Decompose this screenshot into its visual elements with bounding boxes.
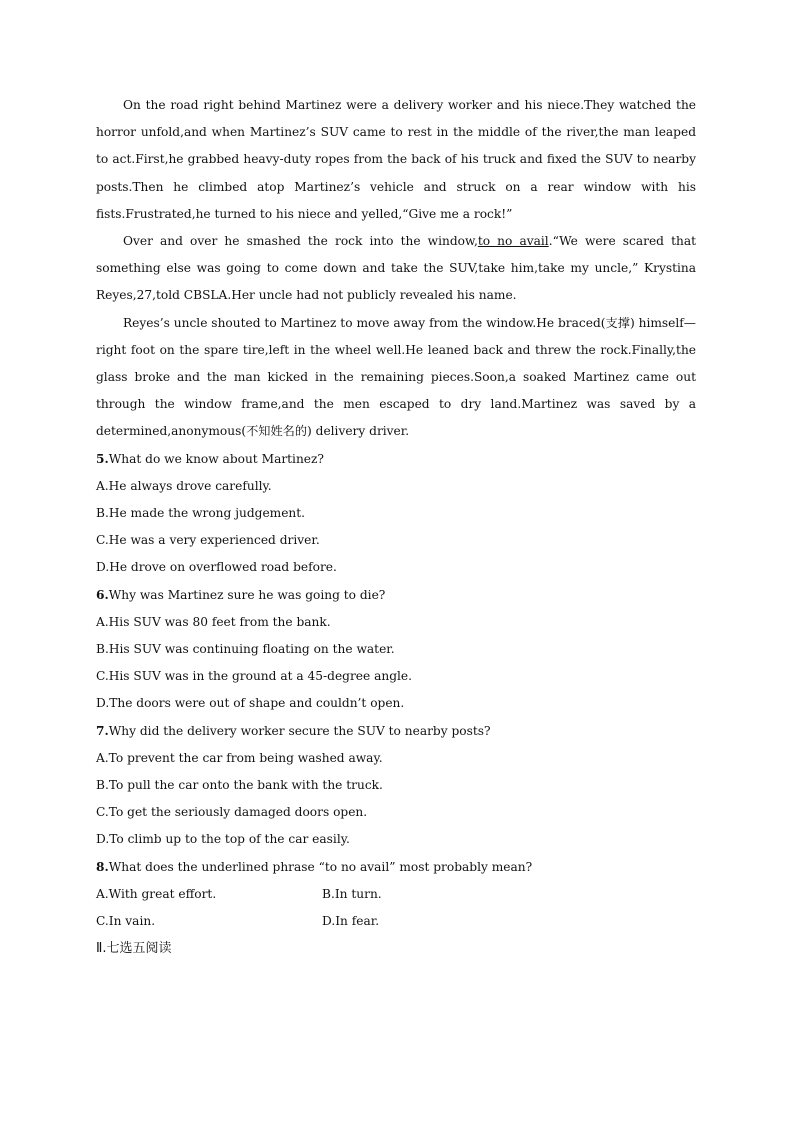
question-7-option-d: D.To climb up to the top of the car easily. (96, 832, 350, 847)
question-5-option-d: D.He drove on overflowed road before. (96, 560, 337, 575)
question-6 (96, 582, 696, 609)
question-8-option-b: B.In turn. (322, 886, 382, 901)
question-5-option-b: B.He made the wrong judgement. (96, 506, 306, 521)
question-6-option-d: D.The doors were out of shape and couldn’t open. (96, 696, 405, 711)
question-8-options-row-2 (96, 908, 696, 935)
question-7-option-c: C.To get the seriously damaged doors open. (96, 805, 368, 820)
question-8 (96, 854, 696, 881)
question-number: 7. (96, 723, 109, 738)
passage-paragraph-3: Reyes’s uncle shouted to Martinez to move away from the window.He braced(支撑) himself—right foot on the spare tire,left in the wheel well.He leaned back and threw the rock.Finally,the glass broke and the man kicked in the remaining pieces.Soon,a soaked Martinez came out through the window frame,and the men escaped to dry land.Martinez was saved by a determined,anonymous(不知姓名的) delivery driver. (96, 315, 696, 439)
question-text: What do we know about Martinez? (108, 451, 324, 466)
question-text: What does the underlined phrase “to no avail” most probably mean? (108, 859, 533, 874)
question-7 (96, 718, 696, 745)
paragraph-2-end: .“We were scared that something else was going to come down and take the SUV,take him,take my uncle,” Krystina Reyes,27,told CBSLA.Her uncle had not publicly revealed his name. (96, 234, 697, 303)
question-7-option-a: A.To prevent the car from being washed away. (96, 750, 383, 765)
question-7-option-b: B.To pull the car onto the bank with the truck. (96, 778, 383, 793)
question-6-option-a: A.His SUV was 80 feet from the bank. (96, 614, 331, 629)
question-5-option-c: C.He was a very experienced driver. (96, 533, 320, 548)
question-8-option-a: A.With great effort. (96, 886, 217, 901)
paragraph-2-start: Over and over he smashed the rock into the window, (123, 234, 478, 249)
section-heading: Ⅱ.七选五阅读 (96, 941, 172, 957)
question-number: 6. (96, 587, 109, 602)
question-6-option-c: C.His SUV was in the ground at a 45-degree angle. (96, 669, 412, 684)
question-number: 5. (96, 451, 109, 466)
underlined-phrase: to no avail (477, 234, 549, 249)
question-8-options-row-1 (96, 881, 696, 908)
passage-paragraph-2 (96, 228, 696, 310)
question-text: Why was Martinez sure he was going to die? (108, 587, 386, 602)
question-text: Why did the delivery worker secure the SUV to nearby posts? (108, 723, 491, 738)
question-number: 8. (96, 859, 109, 874)
question-5-option-a: A.He always drove carefully. (96, 478, 272, 493)
passage-paragraph-1: On the road right behind Martinez were a delivery worker and his niece.They watched the horror unfold,and when Martinez’s SUV came to rest in the middle of the river,the man leaped to act.First,he grabbed heavy-duty ropes from the back of his truck and fixed the SUV to nearby posts.Then he climbed atop Martinez’s vehicle and struck on a rear window with his fists.Frustrated,he turned to his niece and yelled,“Give me a rock!” (96, 98, 696, 221)
question-6-option-b: B.His SUV was continuing floating on the water. (96, 642, 395, 657)
question-8-option-c: C.In vain. (96, 914, 156, 929)
question-5 (96, 446, 696, 473)
question-8-option-d: D.In fear. (322, 914, 380, 929)
page-content (96, 92, 696, 963)
